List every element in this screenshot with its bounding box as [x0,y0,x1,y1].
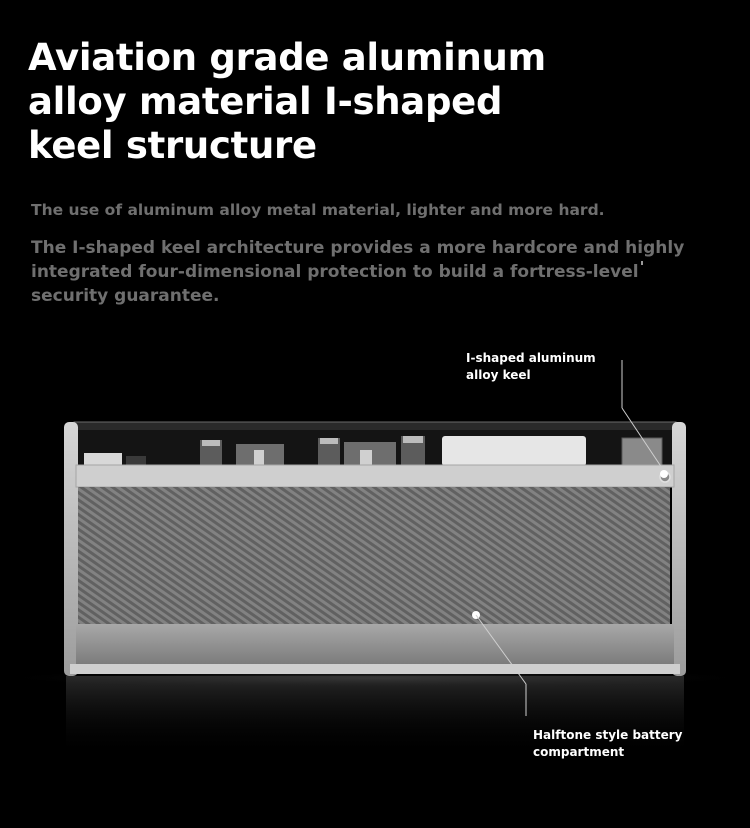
callout-battery-label: Halftone style battery compartment [533,728,683,759]
battery-cell-top [442,436,586,466]
capacitor [200,440,222,466]
subtitle-lighter-harder: The use of aluminum alloy metal material, lighter and more hard. [31,201,605,219]
headline: Aviation grade aluminum alloy material I-shaped keel structure [28,36,546,167]
capacitor [401,436,425,466]
inductor [236,444,284,466]
bottom-bar [76,624,674,664]
usb-port [622,438,662,466]
keel-top-bar [76,465,674,487]
connector-block [84,453,122,466]
bottom-edge [70,664,680,674]
panel-inner-shade [78,487,670,624]
callout-keel-label: I-shaped aluminum alloy keel [466,351,596,382]
left-frame-post [64,422,78,676]
capacitor [318,438,340,466]
right-frame-post [672,422,686,676]
subtitle-keel-architecture: The I-shaped keel architecture provides a more hardcore and highly integrated four-dimensional protection to build a fortress-level security guarantee. [31,238,685,306]
inductor [344,442,396,466]
